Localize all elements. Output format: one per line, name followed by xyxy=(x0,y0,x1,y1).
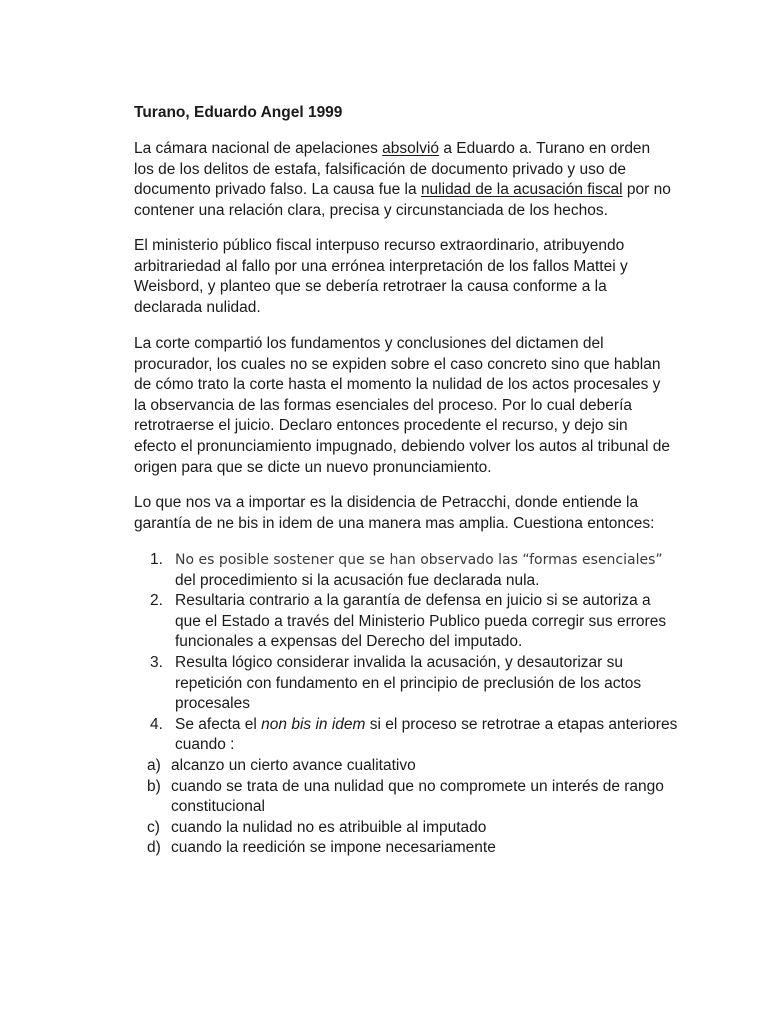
p1-underlined-absolvio: absolvió xyxy=(382,140,440,157)
p4-text: Lo que nos va a importar es la disidencia de Petracchi, donde entiende la garantía de ne bis in idem de una manera mas amplia. Cuestiona entonces: xyxy=(134,494,655,532)
paragraph-2 xyxy=(134,236,674,318)
list-item xyxy=(150,653,680,715)
list-item-4-text-b: si el proceso se retrotrae a etapas anteriores cuando : xyxy=(175,715,678,754)
sub-list-item xyxy=(125,838,680,859)
list-item xyxy=(150,715,680,756)
list-number: 1. xyxy=(150,551,163,568)
sub-list-item-b-text: cuando se trata de una nulidad que no compromete un interés de rango constitucional xyxy=(171,777,664,816)
sub-list-item-d-text: cuando la reedición se impone necesariamente xyxy=(171,839,496,857)
document-title: Turano, Eduardo Angel 1999 xyxy=(134,104,343,121)
sub-list-letter: a) xyxy=(147,756,161,774)
sub-list-item-a-text: alcanzo un cierto avance cualitativo xyxy=(171,756,416,774)
p1-text-b: a Eduardo a. Turano en orden los de los delitos de estafa, falsificación de documento privado y uso de documento privado falso. La causa fue la xyxy=(134,140,651,199)
p2-text: El ministerio público fiscal interpuso recurso extraordinario, atribuyendo arbitrariedad al fallo por una errónea interpretación de los fallos Mattei y Weisbord, y planteo que se debería retrotraer la causa conforme a la declarada nulidad. xyxy=(134,237,628,316)
sub-list-letter: c) xyxy=(147,818,160,836)
list-number: 4. xyxy=(150,715,163,733)
p1-text-c: por no contener una relación clara, precisa y circunstanciada de los hechos. xyxy=(134,181,671,219)
list-number: 2. xyxy=(150,592,163,610)
p3-text: La corte compartió los fundamentos y conclusiones del dictamen del procurador, los cuales no se expiden sobre el caso concreto sino que hablan de cómo trato la corte hasta el momento la nulidad de los actos procesales y la observancia de las formas esenciales del proceso. Por lo cual debería retrotraerse el juicio. Declaro entonces procedente el recurso, y dejo sin efecto el pronunciamiento impugnado, debiendo volver los autos al tribunal de origen para que se dicte un nuevo pronunciamiento. xyxy=(134,335,670,476)
list-item-1-text: del procedimiento si la acusación fue declarada nula. xyxy=(175,571,540,589)
sub-list-item xyxy=(125,818,680,839)
numbered-list xyxy=(147,550,680,859)
p1-text-a: La cámara nacional de apelaciones xyxy=(134,140,383,157)
paragraph-1 xyxy=(134,139,674,221)
list-item-2-text: Resultaria contrario a la garantía de defensa en juicio si se autoriza a que el Estado a través del Ministerio Publico pueda corregir sus errores funcionales a expensas del Derecho del imputado. xyxy=(175,592,667,651)
list-item-4-italic: non bis in idem xyxy=(261,715,366,733)
list-item-4-text-a: Se afecta el xyxy=(175,715,262,733)
list-item xyxy=(150,550,680,591)
list-number: 3. xyxy=(150,653,163,671)
paragraph-4 xyxy=(134,493,674,534)
sub-list-item xyxy=(125,777,680,818)
sub-list-letter: d) xyxy=(147,839,161,857)
list-item-3-text: Resulta lógico considerar invalida la acusación, y desautorizar su repetición con fundamento en el principio de preclusión de los actos procesales xyxy=(175,653,642,713)
sub-list-item-c-text: cuando la nulidad no es atribuible al imputado xyxy=(171,818,487,836)
sub-list-letter: b) xyxy=(147,777,161,795)
list-item-1-light-text: No es posible sostener que se han observado las “formas esenciales” xyxy=(175,552,663,568)
list-item xyxy=(150,591,680,653)
sub-list-item xyxy=(125,756,680,777)
paragraph-3 xyxy=(134,334,674,478)
p1-underlined-nulidad: nulidad de la acusación fiscal xyxy=(420,181,623,199)
